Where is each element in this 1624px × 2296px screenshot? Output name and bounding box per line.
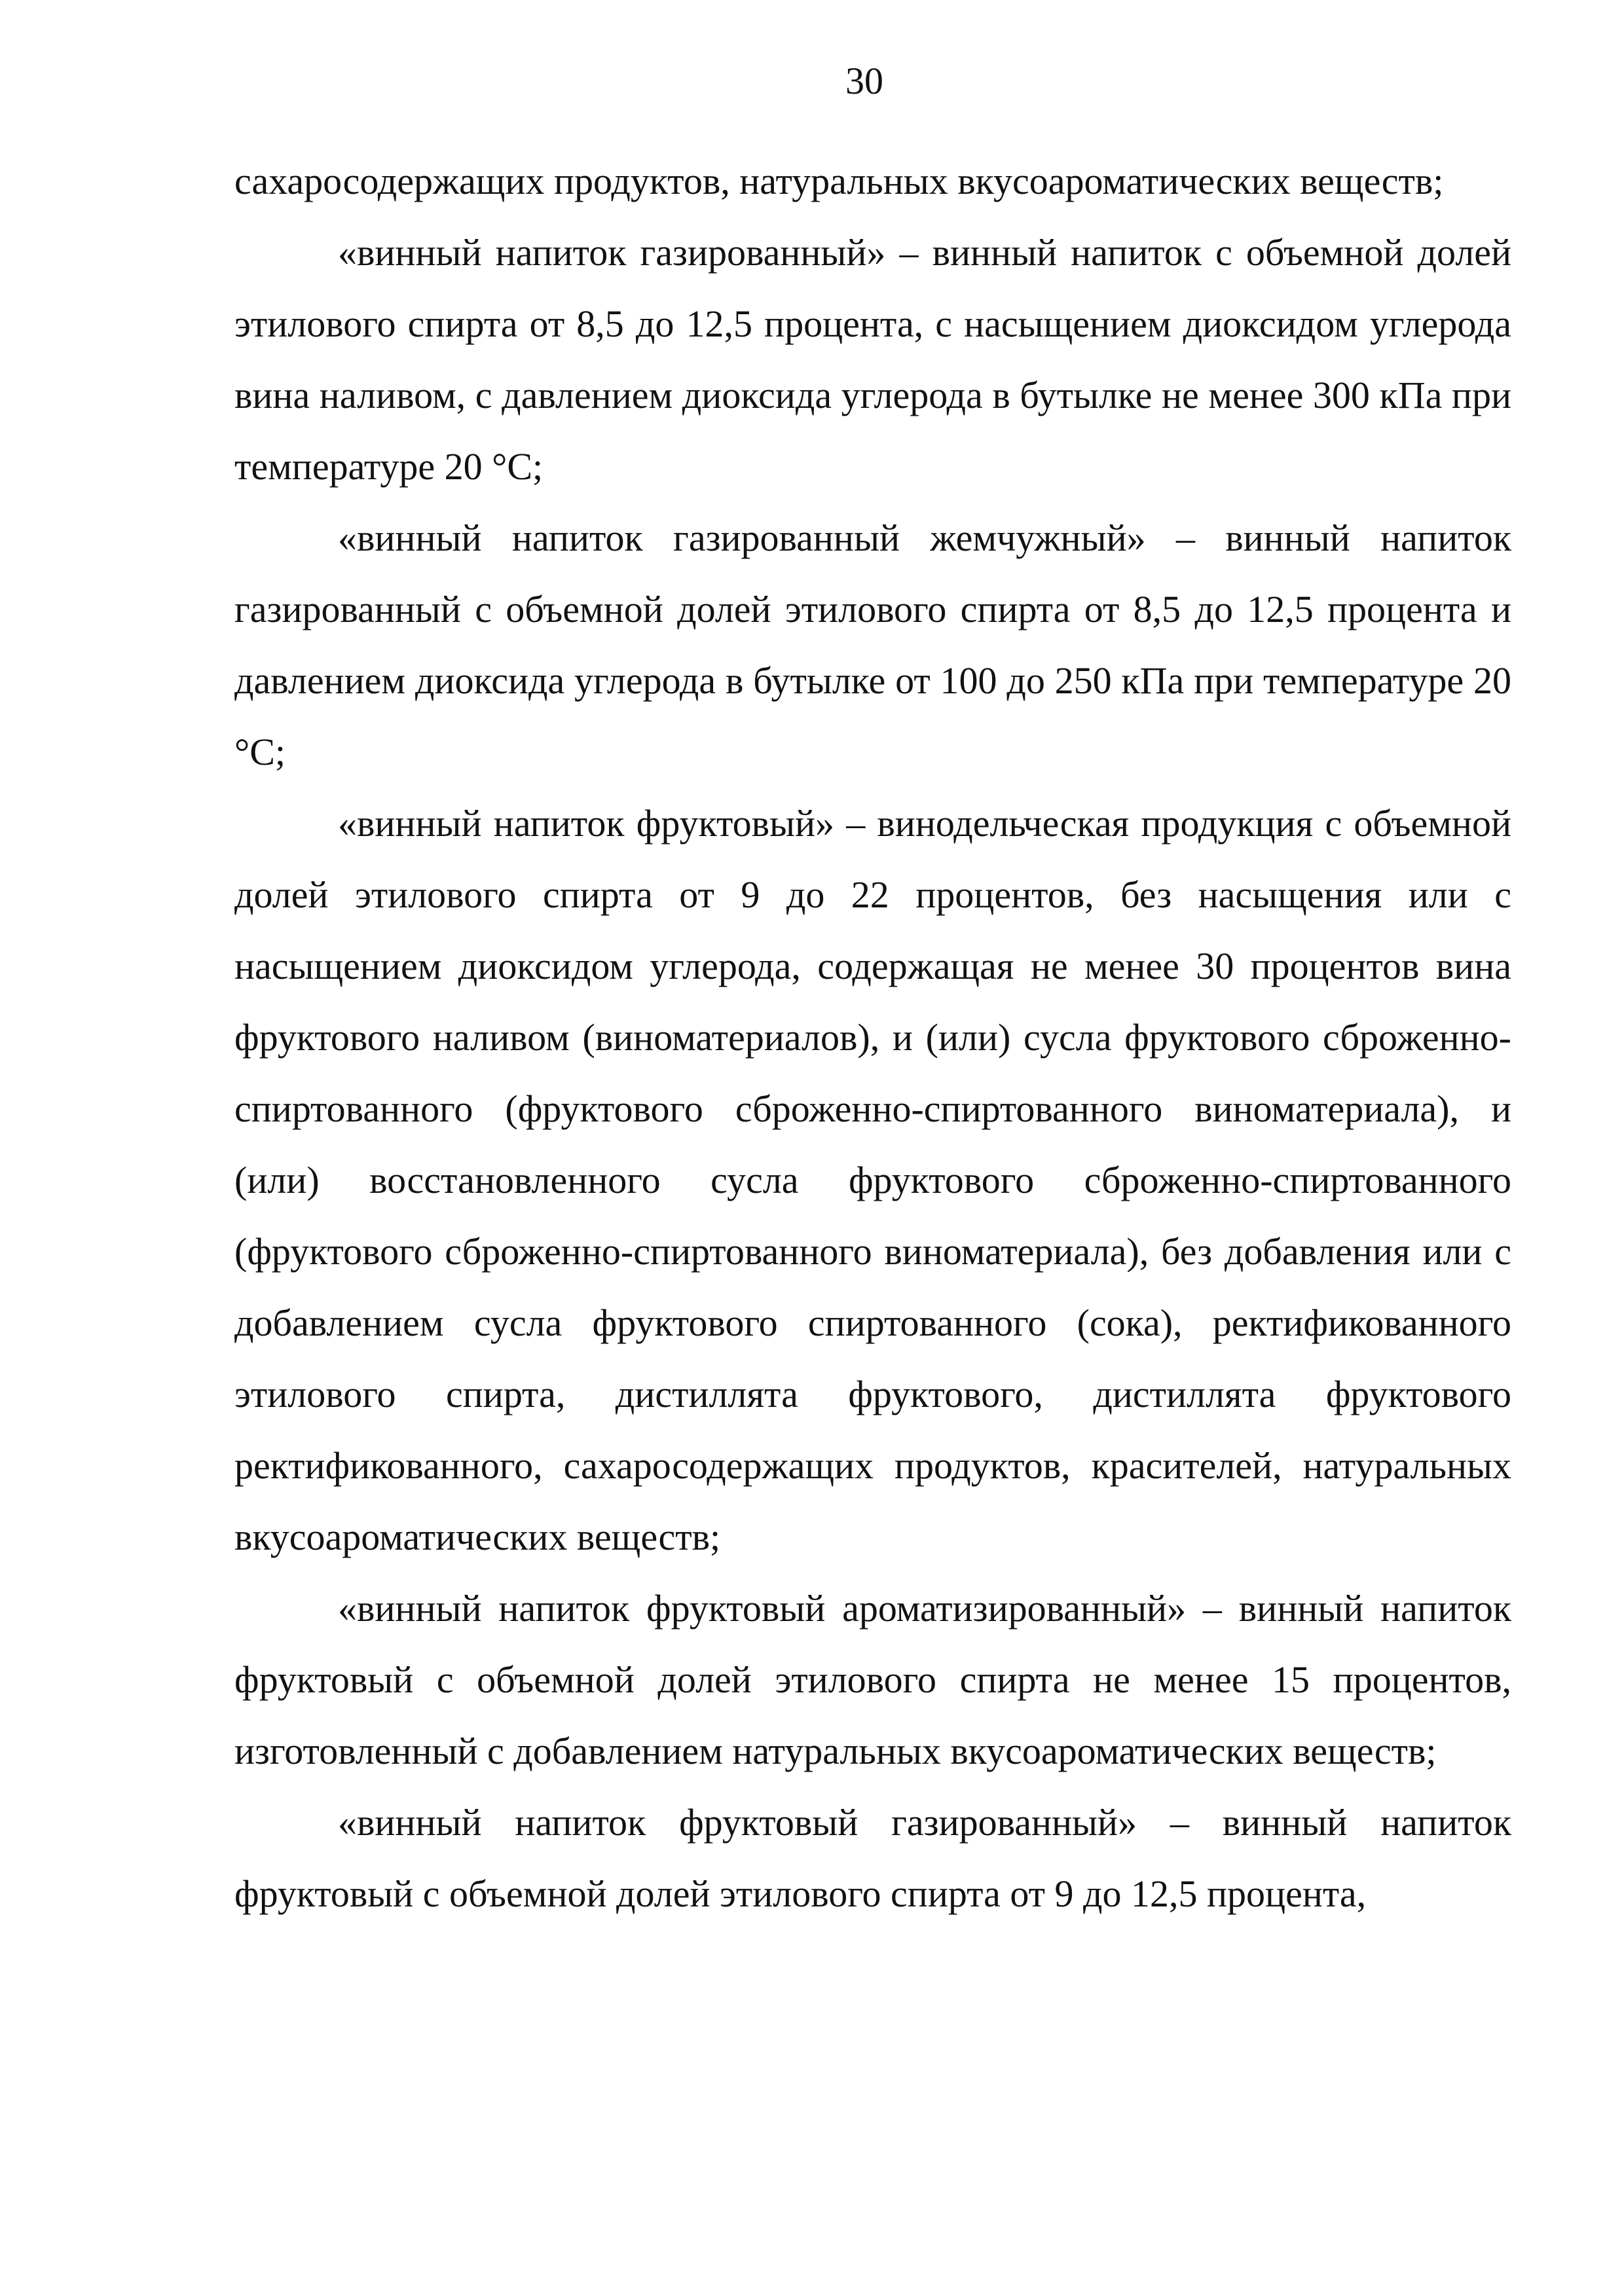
page-number: 30 [845, 60, 883, 102]
definition-paragraph-sparkling-wine-drink: «винный напиток газированный» – винный напиток с объемной долей этилового спирта от 8,5 до 12,5 процента, с насыщением диоксидом углерода вина наливом, с давлением диоксида углерода в бутылке не менее 300 кПа при температуре 20 °С; [234, 231, 1511, 488]
definition-paragraph-fruit-wine-drink: «винный напиток фруктовый» – винодельческая продукция с объемной долей этилового спирта от 9 до 22 процентов, без насыщения или с насыщением диоксидом углерода, содержащая не менее 30 процентов вина фруктового наливом (виноматериалов), и (или) сусла фруктового сброженно-спиртованного (фруктового сброженно-спиртованного виноматериала), и (или) восстановленного сусла фруктового сброженно-спиртованного (фруктового сброженно-спиртованного виноматериала), без добавления или с добавлением сусла фруктового спиртованного (сока), ректификованного этилового спирта, дистиллята фруктового, дистиллята фруктового ректификованного, сахаросодержащих продуктов, красителей, натуральных вкусоароматических веществ; [234, 802, 1511, 1558]
document-body [234, 145, 1511, 1929]
paragraph-continued: сахаросодержащих продуктов, натуральных вкусоароматических веществ; [234, 160, 1444, 202]
definition-paragraph-sparkling-fruit-wine-drink: «винный напиток фруктовый газированный» – винный напиток фруктовый с объемной долей этилового спирта от 9 до 12,5 процента, [234, 1801, 1511, 1915]
definition-paragraph-pearl-wine-drink: «винный напиток газированный жемчужный» – винный напиток газированный с объемной долей этилового спирта от 8,5 до 12,5 процента и давлением диоксида углерода в бутылке от 100 до 250 кПа при температуре 20 °С; [234, 517, 1511, 773]
definition-paragraph-flavored-fruit-wine-drink: «винный напиток фруктовый ароматизированный» – винный напиток фруктовый с объемной долей этилового спирта не менее 15 процентов, изготовленный с добавлением натуральных вкусоароматических веществ; [234, 1587, 1511, 1772]
